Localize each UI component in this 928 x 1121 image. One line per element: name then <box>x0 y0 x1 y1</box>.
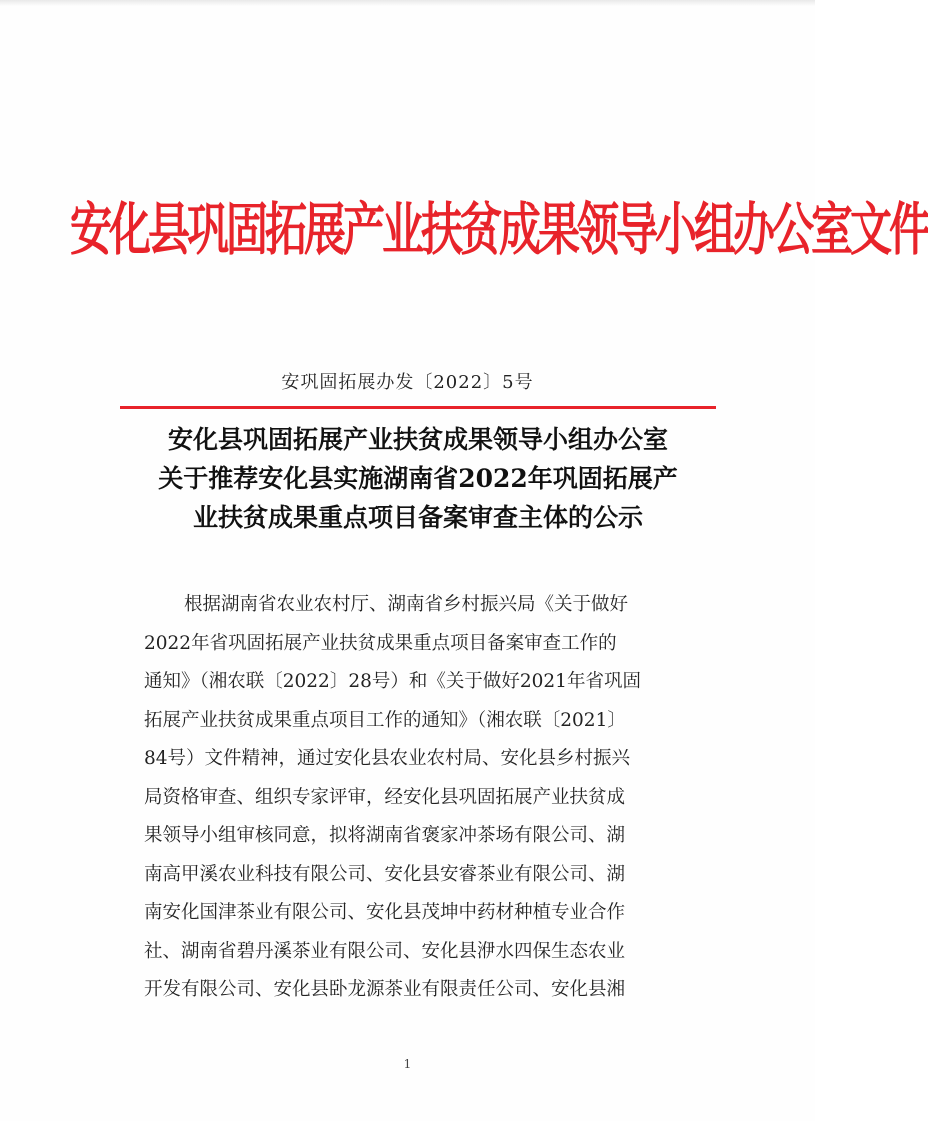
page-number: 1 <box>403 1057 412 1071</box>
body-line: 南高甲溪农业科技有限公司、安化县安睿茶业有限公司、湖 <box>144 863 626 885</box>
title-line: 业扶贫成果重点项目备案审查主体的公示 <box>192 503 643 532</box>
body-line: 局资格审查、组织专家评审，经安化县巩固拓展产业扶贫成 <box>144 786 626 808</box>
body-line: 通知》（湘农联〔2022〕28号）和《关于做好2021年省巩固 <box>144 671 641 692</box>
body-line: 拓展产业扶贫成果重点项目工作的通知》（湘农联〔2021〕 <box>144 709 626 731</box>
scan-edge <box>0 0 815 6</box>
body-line: 根据湖南省农业农村厅、湖南省乡村振兴局《关于做好 <box>184 594 629 615</box>
body-line: 开发有限公司、安化县卧龙源茶业有限责任公司、安化县湘 <box>144 979 626 1000</box>
body-line: 果领导小组审核同意，拟将湖南省褒家冲茶场有限公司、湖 <box>144 825 626 846</box>
body-paragraph <box>144 586 704 1010</box>
title-line: 安化县巩固拓展产业扶贫成果领导小组办公室 <box>167 425 668 454</box>
document-title <box>120 420 716 537</box>
title-line: 关于推荐安化县实施湖南省2022年巩固拓展产 <box>158 464 678 493</box>
body-line: 南安化国津茶业有限公司、安化县茂坤中药材种植专业合作 <box>144 902 626 923</box>
body-line: 2022年省巩固拓展产业扶贫成果重点项目备案审查工作的 <box>144 632 617 654</box>
document-number: 安巩固拓展办发〔2022〕5号 <box>281 372 534 393</box>
body-line: 84号）文件精神，通过安化县农业农村局、安化县乡村振兴 <box>144 748 631 769</box>
body-line: 社、湖南省碧丹溪茶业有限公司、安化县洢水四保生态农业 <box>144 940 626 962</box>
issuer-header: 安化县巩固拓展产业扶贫成果领导小组办公室文件 <box>70 196 928 263</box>
red-divider-rule <box>120 406 716 409</box>
